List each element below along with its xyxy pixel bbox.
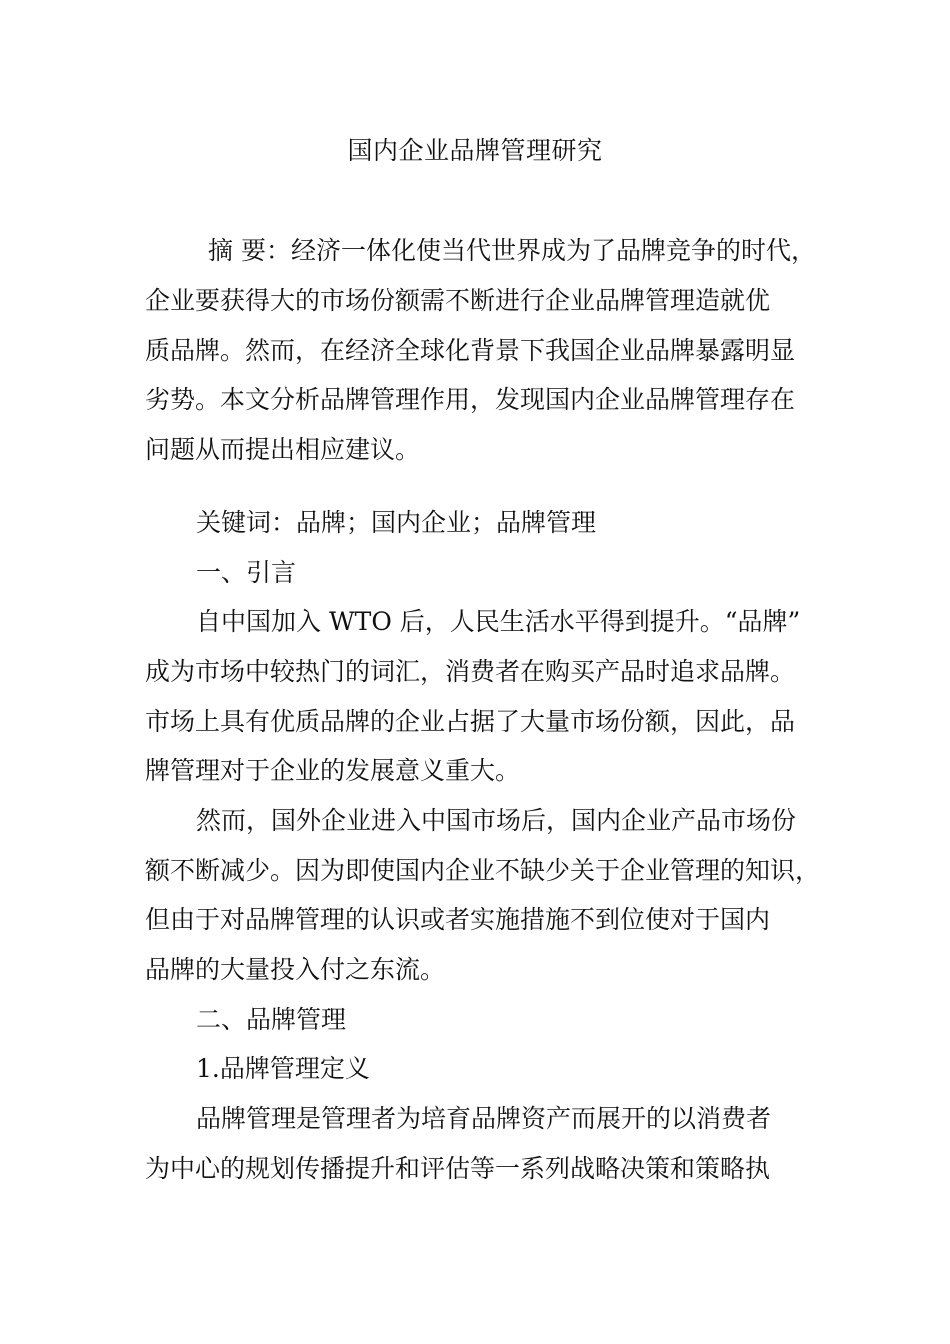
section-heading-brand-management: 二、品牌管理: [196, 1005, 347, 1034]
paragraph-2-line-2: 额不断减少。因为即使国内企业不缺少关于企业管理的知识，: [145, 856, 821, 885]
paragraph-2-line-1: 然而，国外企业进入中国市场后，国内企业产品市场份: [196, 806, 797, 835]
section-heading-introduction: 一、引言: [196, 558, 297, 587]
abstract-line-4: 劣势。本文分析品牌管理作用，发现国内企业品牌管理存在: [145, 385, 796, 414]
paragraph-3-line-1: 品牌管理是管理者为培育品牌资产而展开的以消费者: [196, 1104, 772, 1133]
paragraph-2-line-3: 但由于对品牌管理的认识或者实施措施不到位使对于国内: [145, 905, 771, 934]
abstract-line-1: 摘 要：经济一体化使当代世界成为了品牌竞争的时代，: [208, 236, 816, 265]
keywords-line: 关键词：品牌；国内企业；品牌管理: [196, 508, 597, 537]
paragraph-1-line-3: 市场上具有优质品牌的企业占据了大量市场份额，因此，品: [145, 707, 796, 736]
paragraph-1-line-4: 牌管理对于企业的发展意义重大。: [145, 756, 521, 785]
abstract-line-3: 质品牌。然而，在经济全球化背景下我国企业品牌暴露明显: [145, 336, 796, 365]
document-title: 国内企业品牌管理研究: [347, 136, 603, 165]
paragraph-2-line-4: 品牌的大量投入付之东流。: [145, 955, 446, 984]
paragraph-1-line-2: 成为市场中较热门的词汇，消费者在购买产品时追求品牌。: [145, 657, 796, 686]
subsection-heading-definition: 1.品牌管理定义: [196, 1054, 370, 1083]
paragraph-1-line-1: 自中国加入 WTO 后，人民生活水平得到提升。“品牌”: [196, 607, 801, 636]
paragraph-3-line-2: 为中心的规划传播提升和评估等一系列战略决策和策略执: [145, 1154, 771, 1183]
abstract-line-2: 企业要获得大的市场份额需不断进行企业品牌管理造就优: [145, 286, 771, 315]
abstract-line-5: 问题从而提出相应建议。: [145, 435, 421, 464]
